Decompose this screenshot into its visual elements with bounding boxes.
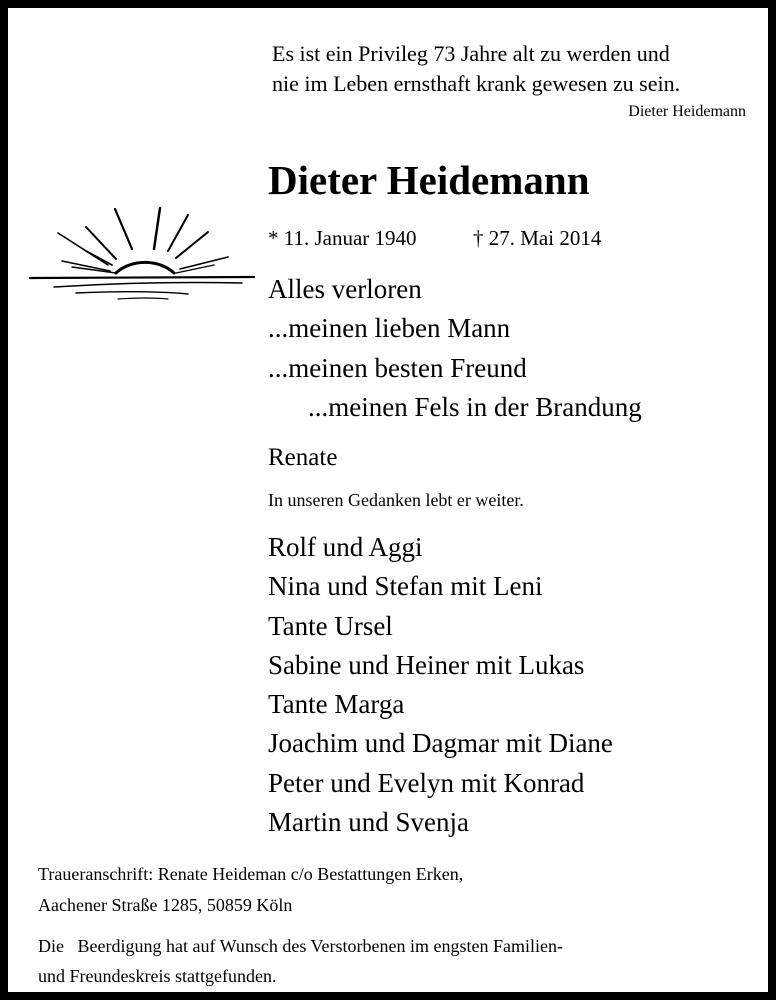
family-member: Peter und Evelyn mit Konrad [268, 768, 585, 798]
family-member: Joachim und Dagmar mit Diane [268, 728, 613, 758]
deceased-name: Dieter Heidemann [268, 157, 590, 203]
family-member: Tante Ursel [268, 611, 393, 641]
remembrance-line: In unseren Gedanken lebt er weiter. [268, 490, 524, 510]
address-line-2: Aachener Straße 1285, 50859 Köln [38, 895, 293, 915]
family-member: Nina und Stefan mit Leni [268, 571, 543, 601]
family-member: Rolf und Aggi [268, 532, 423, 562]
lament-line: ...meinen Fels in der Brandung [308, 392, 642, 422]
quote-line-2: nie im Leben ernsthaft krank gewesen zu sein. [272, 71, 681, 96]
sunset-icon [28, 203, 256, 303]
family-member: Sabine und Heiner mit Lukas [268, 650, 585, 680]
lament-line: ...meinen lieben Mann [268, 313, 511, 343]
death-date: † 27. Mai 2014 [473, 226, 602, 250]
lament-line: Alles verloren [268, 274, 422, 304]
quote-line-1: Es ist ein Privileg 73 Jahre alt zu werden und [272, 41, 670, 66]
burial-note-line-1: Die Beerdigung hat auf Wunsch des Verstorbenen im engsten Familien- [38, 936, 563, 956]
quote-author: Dieter Heidemann [628, 103, 746, 120]
widow-signature: Renate [268, 444, 338, 471]
family-member: Tante Marga [268, 689, 405, 719]
address-line-1: Traueranschrift: Renate Heideman c/o Bestattungen Erken, [38, 864, 464, 884]
lament-line: ...meinen besten Freund [268, 353, 527, 383]
birth-date: * 11. Januar 1940 [268, 226, 417, 250]
family-member: Martin und Svenja [268, 807, 469, 837]
burial-note-line-2: und Freundeskreis stattgefunden. [38, 966, 277, 986]
